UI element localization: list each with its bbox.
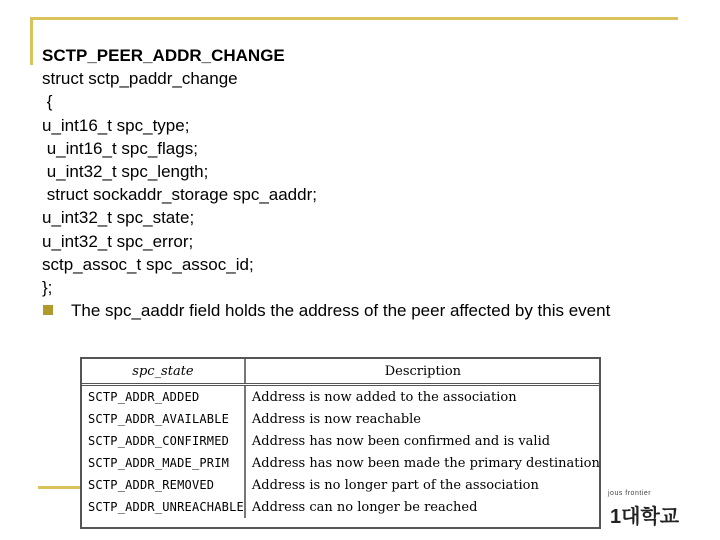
table-row [82,474,600,496]
column-header-state: spc_state [82,359,245,385]
description-cell: Address has now been confirmed and is valid [251,433,551,449]
code-line: u_int16_t spc_flags; [42,138,198,158]
description-cell: Address is no longer part of the association [251,477,539,493]
code-line: u_int32_t spc_length; [42,161,209,181]
code-line: u_int32_t spc_error; [42,231,194,251]
university-logo: 1대학교 [610,506,680,528]
bullet-text: The spc_aaddr field holds the address of the peer affected by this event [71,301,611,321]
code-line: u_int16_t spc_type; [42,115,190,135]
description-cell: Address is now reachable [251,411,421,427]
square-bullet-icon [43,305,53,315]
table-row [82,385,600,409]
column-header-description: Description [245,359,600,385]
table-row [82,496,600,518]
table-header-row [82,359,600,385]
state-cell: SCTP_ADDR_MADE_PRIM [82,452,245,474]
corner-tagline: jous frontier [608,490,652,497]
state-cell: SCTP_ADDR_AVAILABLE [82,408,245,430]
state-cell: SCTP_ADDR_CONFIRMED [82,430,245,452]
table-row [82,430,600,452]
code-line: struct sockaddr_storage spc_aaddr; [42,185,317,205]
state-cell: SCTP_ADDR_ADDED [82,385,245,409]
code-line: { [42,92,53,112]
table-row [82,408,600,430]
slide-title: SCTP_PEER_ADDR_CHANGE [42,46,285,65]
bullet-item [42,299,610,322]
frame-top-line [30,17,678,20]
frame-left-line [30,17,33,65]
description-cell: Address has now been made the primary destination [251,455,600,471]
code-line: struct sctp_paddr_change [42,69,238,89]
spc-state-table [80,357,601,529]
description-cell: Address can no longer be reached [251,499,478,515]
table-row [82,452,600,474]
state-cell: SCTP_ADDR_REMOVED [82,474,245,496]
state-cell: SCTP_ADDR_UNREACHABLE [82,496,245,518]
description-cell: Address is now added to the association [251,389,517,405]
slide-body [42,44,610,322]
code-line: }; [42,277,53,297]
code-line: u_int32_t spc_state; [42,208,195,228]
code-line: sctp_assoc_t spc_assoc_id; [42,254,254,274]
